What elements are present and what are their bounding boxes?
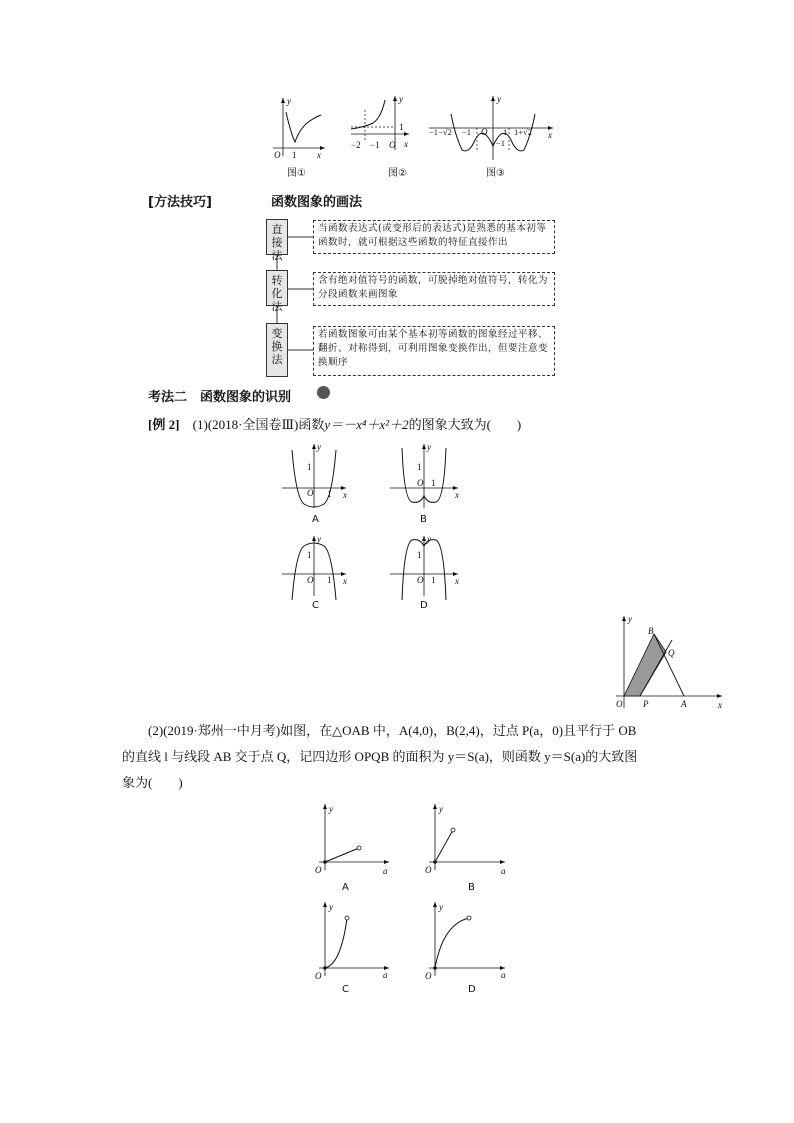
svg-text:B: B	[420, 514, 427, 525]
method-title: 函数图象的画法	[271, 195, 363, 210]
example-2-q1-prefix: (1)(2018·全国卷Ⅲ)函数	[192, 417, 325, 432]
svg-text:O: O	[307, 575, 314, 585]
svg-text:O: O	[481, 127, 488, 137]
svg-text:1: 1	[327, 489, 332, 499]
svg-text:x: x	[404, 139, 408, 149]
svg-text:1+√2: 1+√2	[514, 127, 532, 137]
svg-text:y: y	[427, 442, 431, 452]
svg-text:1: 1	[307, 462, 312, 472]
q2-option-d[interactable]	[425, 902, 506, 995]
example-2-formula: y＝－x⁴＋x²＋2	[324, 417, 409, 432]
svg-text:1: 1	[307, 550, 312, 560]
q1-options	[280, 440, 470, 610]
svg-text:−1: −1	[462, 127, 472, 137]
svg-text:x: x	[455, 490, 459, 500]
svg-text:x: x	[343, 576, 347, 586]
svg-text:O: O	[274, 150, 281, 160]
svg-text:图②: 图②	[388, 168, 407, 179]
svg-text:B: B	[468, 882, 475, 893]
svg-text:A: A	[312, 514, 319, 525]
svg-text:1: 1	[292, 150, 297, 160]
svg-text:O: O	[425, 971, 432, 981]
svg-text:图③: 图③	[486, 168, 505, 179]
figure-2	[351, 94, 409, 179]
svg-text:1: 1	[431, 575, 436, 585]
q2-option-c[interactable]	[315, 902, 389, 995]
svg-text:1: 1	[399, 122, 404, 132]
svg-text:y: y	[497, 94, 501, 104]
svg-text:y: y	[287, 96, 291, 106]
svg-text:−1: −1	[370, 140, 380, 150]
triangle-figure	[610, 612, 730, 712]
svg-text:P: P	[643, 699, 649, 709]
svg-text:y: y	[628, 614, 632, 624]
svg-text:a: a	[383, 970, 388, 980]
q2-option-a[interactable]	[315, 804, 389, 893]
svg-text:y: y	[399, 94, 403, 104]
method-note-transform: 含有绝对值符号的函数，可脱掉绝对值符号，转化为分段函数来画图象	[313, 272, 555, 306]
svg-text:C: C	[312, 600, 319, 610]
svg-text:−1−√2: −1−√2	[429, 127, 452, 137]
method-tag: [方法技巧]	[148, 195, 212, 210]
svg-text:a: a	[383, 866, 388, 876]
q2-line-2: 的直线 l 与线段 AB 交于点 Q，记四边形 OPQB 的面积为 y＝S(a)，则函数 y＝S(a)的大致图	[122, 749, 638, 764]
svg-text:C: C	[342, 984, 349, 995]
svg-text:O: O	[315, 971, 322, 981]
method-note-change: 若函数图象可由某个基本初等函数的图象经过平移、翻折、对称得到，可利用图象变换作出，但要注意变换顺序	[313, 326, 555, 376]
method-label-change: 变换法	[266, 323, 288, 377]
q1-option-c[interactable]	[282, 534, 347, 610]
svg-text:1: 1	[417, 550, 422, 560]
svg-text:O: O	[315, 865, 322, 875]
figure-1	[273, 96, 325, 179]
section-marker-icon	[317, 386, 330, 399]
svg-text:D: D	[468, 984, 476, 995]
svg-text:y: y	[329, 804, 333, 814]
method-label-transform: 转化法	[266, 270, 288, 306]
svg-text:O: O	[389, 140, 396, 150]
svg-text:A: A	[342, 882, 349, 893]
svg-text:1: 1	[431, 478, 436, 488]
svg-text:1: 1	[417, 462, 422, 472]
svg-text:O: O	[616, 699, 623, 709]
q1-option-a[interactable]	[282, 442, 347, 525]
svg-text:−2: −2	[351, 140, 361, 150]
q2-option-b[interactable]	[425, 804, 506, 893]
svg-text:y: y	[427, 534, 431, 544]
svg-text:−1: −1	[496, 138, 506, 148]
svg-text:Q: Q	[668, 648, 675, 658]
svg-text:A: A	[681, 699, 687, 709]
svg-text:y: y	[317, 534, 321, 544]
q2-line-3: 象为( )	[122, 775, 183, 790]
top-graphs	[255, 90, 565, 182]
svg-text:O: O	[417, 478, 424, 488]
svg-text:x: x	[718, 700, 722, 710]
svg-text:O: O	[307, 488, 314, 498]
svg-text:x: x	[343, 490, 347, 500]
svg-text:x: x	[548, 130, 552, 140]
svg-text:1: 1	[503, 127, 508, 137]
q1-option-b[interactable]	[390, 442, 459, 525]
svg-text:x: x	[455, 576, 459, 586]
example-2-q1-suffix: 的图象大致为( )	[408, 417, 522, 432]
svg-text:x: x	[317, 150, 321, 160]
svg-text:O: O	[425, 865, 432, 875]
svg-text:y: y	[439, 804, 443, 814]
svg-text:a: a	[501, 970, 506, 980]
example-2-tag: [例 2]	[148, 417, 180, 432]
q2-line-1: (2)(2019·郑州一中月考)如图，在△OAB 中，A(4,0)，B(2,4)，过点 P(a，0)且平行于 OB	[148, 723, 637, 738]
method-label-direct: 直接法	[266, 219, 288, 255]
svg-text:a: a	[501, 866, 506, 876]
q2-options	[305, 800, 515, 995]
method-note-direct: 当函数表达式(或变形后的表达式)是熟悉的基本初等函数时，就可根据这些函数的特征直接作出	[313, 220, 555, 254]
svg-text:y: y	[329, 902, 333, 912]
svg-text:D: D	[420, 600, 428, 610]
q1-option-d[interactable]	[390, 534, 459, 610]
svg-text:O: O	[417, 575, 424, 585]
svg-text:1: 1	[327, 575, 332, 585]
example-2-line	[148, 414, 521, 433]
svg-text:y: y	[439, 902, 443, 912]
section-title: 考法二 函数图象的识别	[148, 390, 292, 405]
svg-text:B: B	[648, 626, 654, 636]
figure-3	[429, 94, 553, 179]
svg-text:y: y	[317, 442, 321, 452]
svg-text:图①: 图①	[287, 168, 306, 179]
